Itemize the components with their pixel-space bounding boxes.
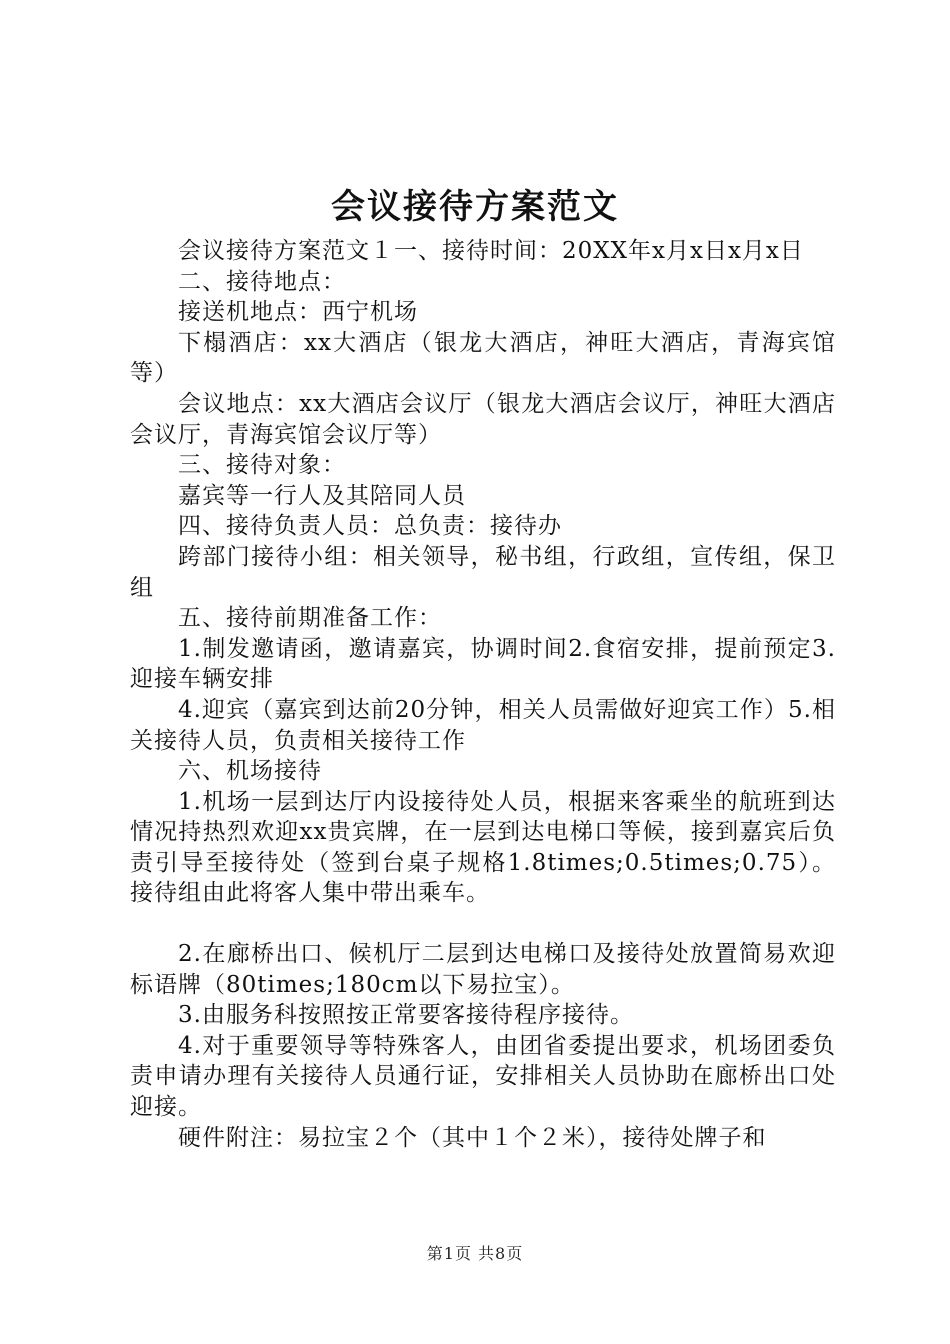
paragraph: 接送机地点：西宁机场 [178,299,418,326]
paragraph: 三、接待对象： [178,452,346,479]
paragraph: 六、机场接待 [178,758,322,785]
paragraph: 会议地点：xx大酒店会议厅（银龙大酒店会议厅，神旺大酒店会议厅，青海宾馆会议厅等） [130,390,836,448]
paragraph: 会议接待方案范文１一、接待时间：20XX年x月x日x月x日 [178,238,804,264]
paragraph: 嘉宾等一行人及其陪同人员 [178,482,466,509]
paragraph: 1.机场一层到达厅内设接待处人员，根据来客乘坐的航班到达情况持热烈欢迎xx贵宾牌，在一层到达电梯口等候，接到嘉宾后负责引导至接待处（签到台桌子规格1.8times;0.5times;0.75）。接待组由此将客人集中带出乘车。 [130,788,836,907]
paragraph: 下榻酒店：xx大酒店（银龙大酒店，神旺大酒店，青海宾馆等） [130,329,836,387]
paragraph-spacer [130,909,836,939]
paragraph: 1.制发邀请函，邀请嘉宾，协调时间2.食宿安排，提前预定3.迎接车辆安排 [130,635,836,693]
paragraph: 跨部门接待小组：相关领导，秘书组，行政组，宣传组，保卫组 [130,543,836,601]
document-body [130,236,836,1153]
page-number-footer: 第1页 共8页 [426,1244,524,1263]
paragraph: 四、接待负责人员：总负责：接待办 [178,513,562,540]
paragraph: 3.由服务科按照按正常要客接待程序接待。 [178,1002,634,1029]
paragraph: 五、接待前期准备工作： [178,605,442,632]
document-title: 会议接待方案范文 [331,187,619,227]
paragraph: 2.在廊桥出口、候机厅二层到达电梯口及接待处放置简易欢迎标语牌（80times;180cm以下易拉宝）。 [130,941,836,998]
paragraph: 硬件附注：易拉宝２个（其中１个２米），接待处牌子和 [178,1124,767,1151]
paragraph: 4.对于重要领导等特殊客人，由团省委提出要求，机场团委负责申请办理有关接待人员通行证，安排相关人员协助在廊桥出口处迎接。 [130,1032,836,1121]
paragraph: 4.迎宾（嘉宾到达前20分钟，相关人员需做好迎宾工作）5.相关接待人员，负责相关接待工作 [130,696,836,754]
paragraph: 二、接待地点： [178,268,346,295]
